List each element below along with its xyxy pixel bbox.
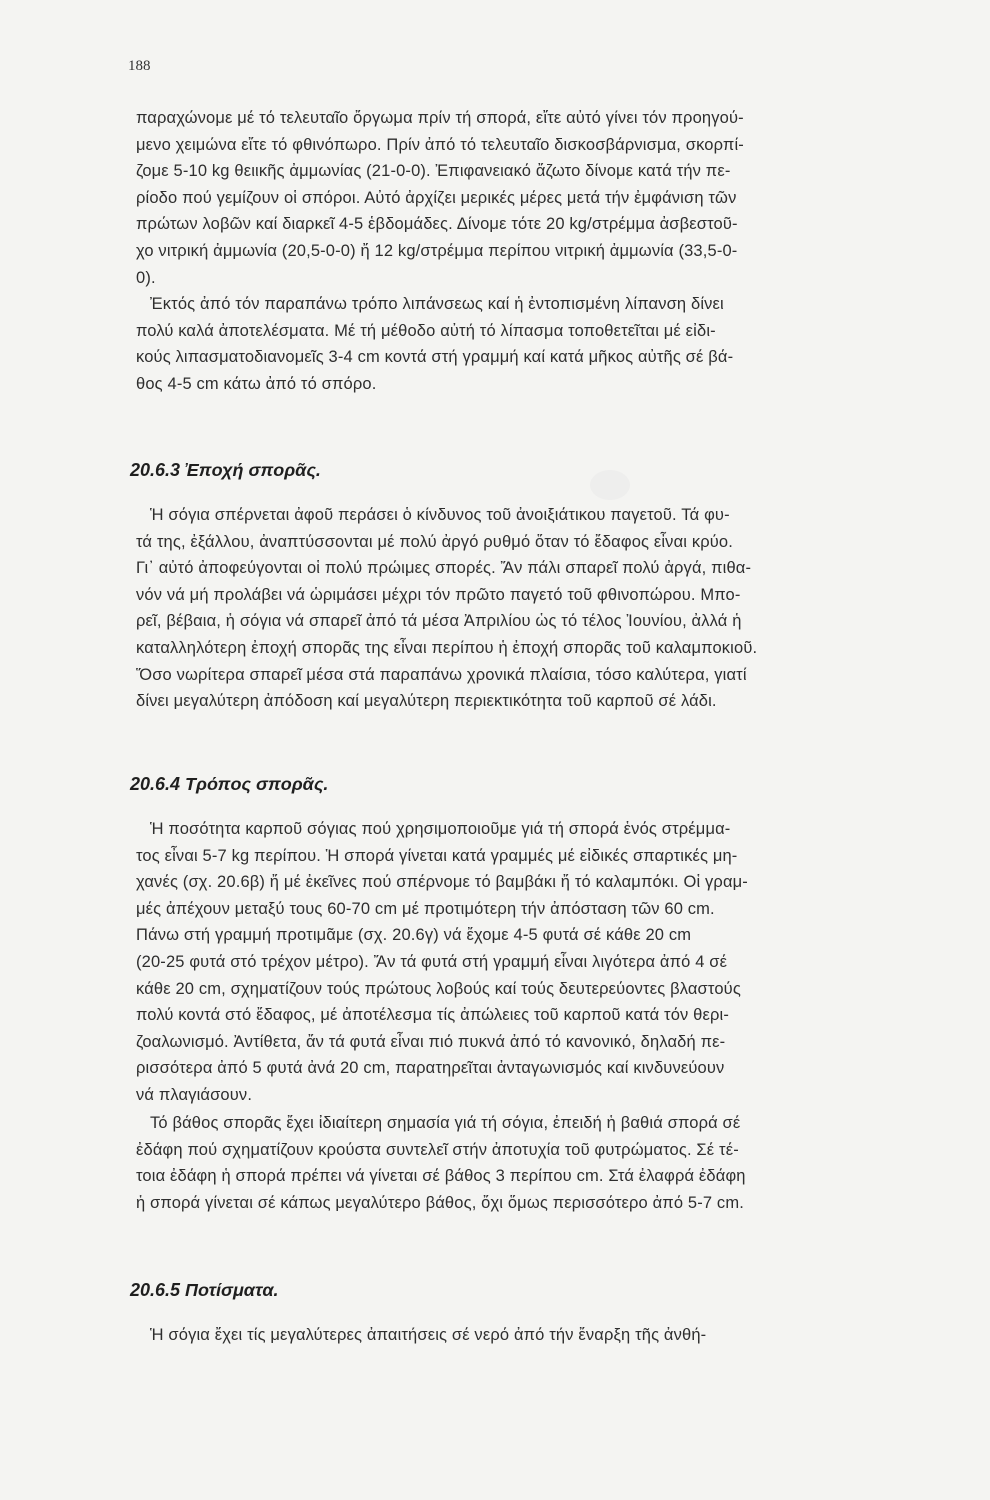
section-heading-sowing-method: 20.6.4 Τρόπος σπορᾶς. — [130, 774, 329, 794]
text-line: χανές (σχ. 20.6β) ἤ μέ ἐκεῖνες πού σπέρνομε τό βαμβάκι ἤ τό καλαμπόκι. Οἱ γραμ- — [136, 873, 748, 892]
text-line: ἐδάφη πού σχηματίζουν κρούστα συντελεῖ στήν ἀποτυχία τοῦ φυτρώματος. Σέ τέ- — [136, 1140, 739, 1159]
text-line: πρώτων λοβῶν καί διαρκεῖ 4-5 ἑβδομάδες. Δίνομε τότε 20 kg/στρέμμα ἀσβεστοῦ- — [136, 215, 738, 234]
text-line: τος εἶναι 5-7 kg περίπου. Ἡ σπορά γίνεται κατά γραμμές μέ εἰδικές σπαρτικές μη- — [136, 846, 738, 865]
text-line: Ἐκτός ἀπό τόν παραπάνω τρόπο λιπάνσεως καί ἡ ἐντοπισμένη λίπανση δίνει — [150, 295, 724, 313]
text-line: ρεῖ, βέβαια, ἡ σόγια νά σπαρεῖ ἀπό τά μέσα Ἀπριλίου ὡς τό τέλος Ἰουνίου, ἀλλά ἡ — [136, 612, 742, 631]
text-line: χο νιτρική ἀμμωνία (20,5-0-0) ἤ 12 kg/στρέμμα περίπου νιτρική ἀμμωνία (33,5-0- — [136, 241, 738, 260]
text-line: Ἡ σόγια ἔχει τίς μεγαλύτερες ἀπαιτήσεις σέ νερό ἀπό τήν ἔναρξη τῆς ἀνθή- — [150, 1326, 707, 1344]
text-line: ζομε 5-10 kg θειικῆς ἀμμωνίας (21-0-0). Ἐπιφανειακό ἄζωτο δίνομε κατά τήν πε- — [136, 162, 731, 181]
paragraph-sowing-season — [136, 502, 954, 715]
text-line: Ὅσο νωρίτερα σπαρεῖ μέσα στά παραπάνω χρονικά πλαίσια, τόσο καλύτερα, γιατί — [136, 665, 747, 684]
text-line: Τό βάθος σπορᾶς ἔχει ἰδιαίτερη σημασία γιά τή σόγια, ἐπειδή ἡ βαθιά σπορά σέ — [150, 1114, 741, 1132]
text-line: πολύ καλά ἀποτελέσματα. Μέ τή μέθοδο αὐτή τό λίπασμα τοποθετεῖται μέ εἰδι- — [136, 321, 716, 340]
text-line: νόν νά μή προλάβει νά ὡριμάσει μέχρι τόν πρῶτο παγετό τοῦ φθινοπώρου. Μπο- — [136, 585, 741, 604]
text-line: μές ἀπέχουν μεταξύ τους 60-70 cm μέ προτιμότερη τήν ἀπόσταση τῶν 60 cm. — [136, 899, 715, 918]
text-line: Γι᾽ αὐτό ἀποφεύγονται οἱ πολύ πρώιμες σπορές. Ἄν πάλι σπαρεῖ πολύ ἀργά, πιθα- — [136, 559, 752, 578]
paragraph-sowing-method — [136, 816, 954, 1109]
text-line: τά της, ἐξάλλου, ἀναπτύσσονται μέ πολύ ἀργό ρυθμό ὅταν τό ἔδαφος εἶναι κρύο. — [136, 532, 733, 551]
text-line: τοια ἐδάφη ἡ σπορά πρέπει νά γίνεται σέ βάθος 3 περίπου cm. Στά ἐλαφρά ἐδάφη — [136, 1167, 746, 1186]
section-heading-irrigation: 20.6.5 Ποτίσματα. — [130, 1280, 279, 1300]
text-line: ἡ σπορά γίνεται σέ κάπως μεγαλύτερο βάθος, ὄχι ὅμως περισσότερο ἀπό 5-7 cm. — [136, 1193, 744, 1212]
text-line: ζοαλωνισμό. Ἀντίθετα, ἄν τά φυτά εἶναι πιό πυκνά ἀπό τό κανονικό, δηλαδή πε- — [136, 1032, 726, 1051]
paragraph-fertilization — [136, 105, 954, 291]
scan-smudge — [590, 470, 630, 500]
text-line: νά πλαγιάσουν. — [136, 1085, 253, 1104]
text-line: Πάνω στή γραμμή προτιμᾶμε (σχ. 20.6γ) νά ἔχομε 4-5 φυτά σέ κάθε 20 cm — [136, 926, 692, 945]
text-line: Ἡ σόγια σπέρνεται ἀφοῦ περάσει ὁ κίνδυνος τοῦ ἀνοιξιάτικου παγετοῦ. Τά φυ- — [150, 506, 730, 524]
paragraph-irrigation — [136, 1322, 954, 1349]
text-line: ρίοδο πού γεμίζουν οἱ σπόροι. Αὐτό ἀρχίζει μερικές μέρες μετά τήν ἐμφάνιση τῶν — [136, 188, 737, 207]
text-line: Ἡ ποσότητα καρποῦ σόγιας πού χρησιμοποιοῦμε γιά τή σπορά ἑνός στρέμμα- — [150, 820, 731, 838]
text-line: 0). — [136, 268, 156, 287]
text-line: θος 4-5 cm κάτω ἀπό τό σπόρο. — [136, 374, 377, 393]
text-line: κούς λιπασματοδιανομεῖς 3-4 cm κοντά στή γραμμή καί κατά μῆκος αὐτῆς σέ βά- — [136, 348, 734, 367]
text-line: καταλληλότερη ἐποχή σπορᾶς της εἶναι περίπου ἡ ἐποχή σπορᾶς τοῦ καλαμποκιοῦ. — [136, 638, 758, 657]
text-line: ρισσότερα ἀπό 5 φυτά ἀνά 20 cm, παρατηρεῖται ἀνταγωνισμός καί κινδυνεύουν — [136, 1059, 725, 1078]
section-heading-sowing-season: 20.6.3 Ἐποχή σπορᾶς. — [130, 460, 321, 480]
text-line: (20-25 φυτά στό τρέχον μέτρο). Ἄν τά φυτά στή γραμμή εἶναι λιγότερα ἀπό 4 σέ — [136, 952, 728, 971]
text-line: κάθε 20 cm, σχηματίζουν τούς πρώτους λοβούς καί τούς δευτερεύοντες βλαστούς — [136, 979, 741, 998]
paragraph-localized-fertilization — [136, 291, 954, 397]
page-number: 188 — [128, 58, 151, 74]
text-line: παραχώνομε μέ τό τελευταῖο ὄργωμα πρίν τή σπορά, εἴτε αὐτό γίνει τόν προηγού- — [136, 109, 744, 127]
text-line: μενο χειμώνα εἴτε τό φθινόπωρο. Πρίν ἀπό τό τελευταῖο δισκοσβάρνισμα, σκορπί- — [136, 135, 744, 154]
text-line: πολύ κοντά στό ἔδαφος, μέ ἀποτέλεσμα τίς ἀπώλειες τοῦ καρποῦ κατά τόν θερι- — [136, 1006, 730, 1025]
paragraph-sowing-depth — [136, 1110, 954, 1216]
text-line: δίνει μεγαλύτερη ἀπόδοση καί μεγαλύτερη περιεκτικότητα τοῦ καρποῦ σέ λάδι. — [136, 692, 717, 711]
